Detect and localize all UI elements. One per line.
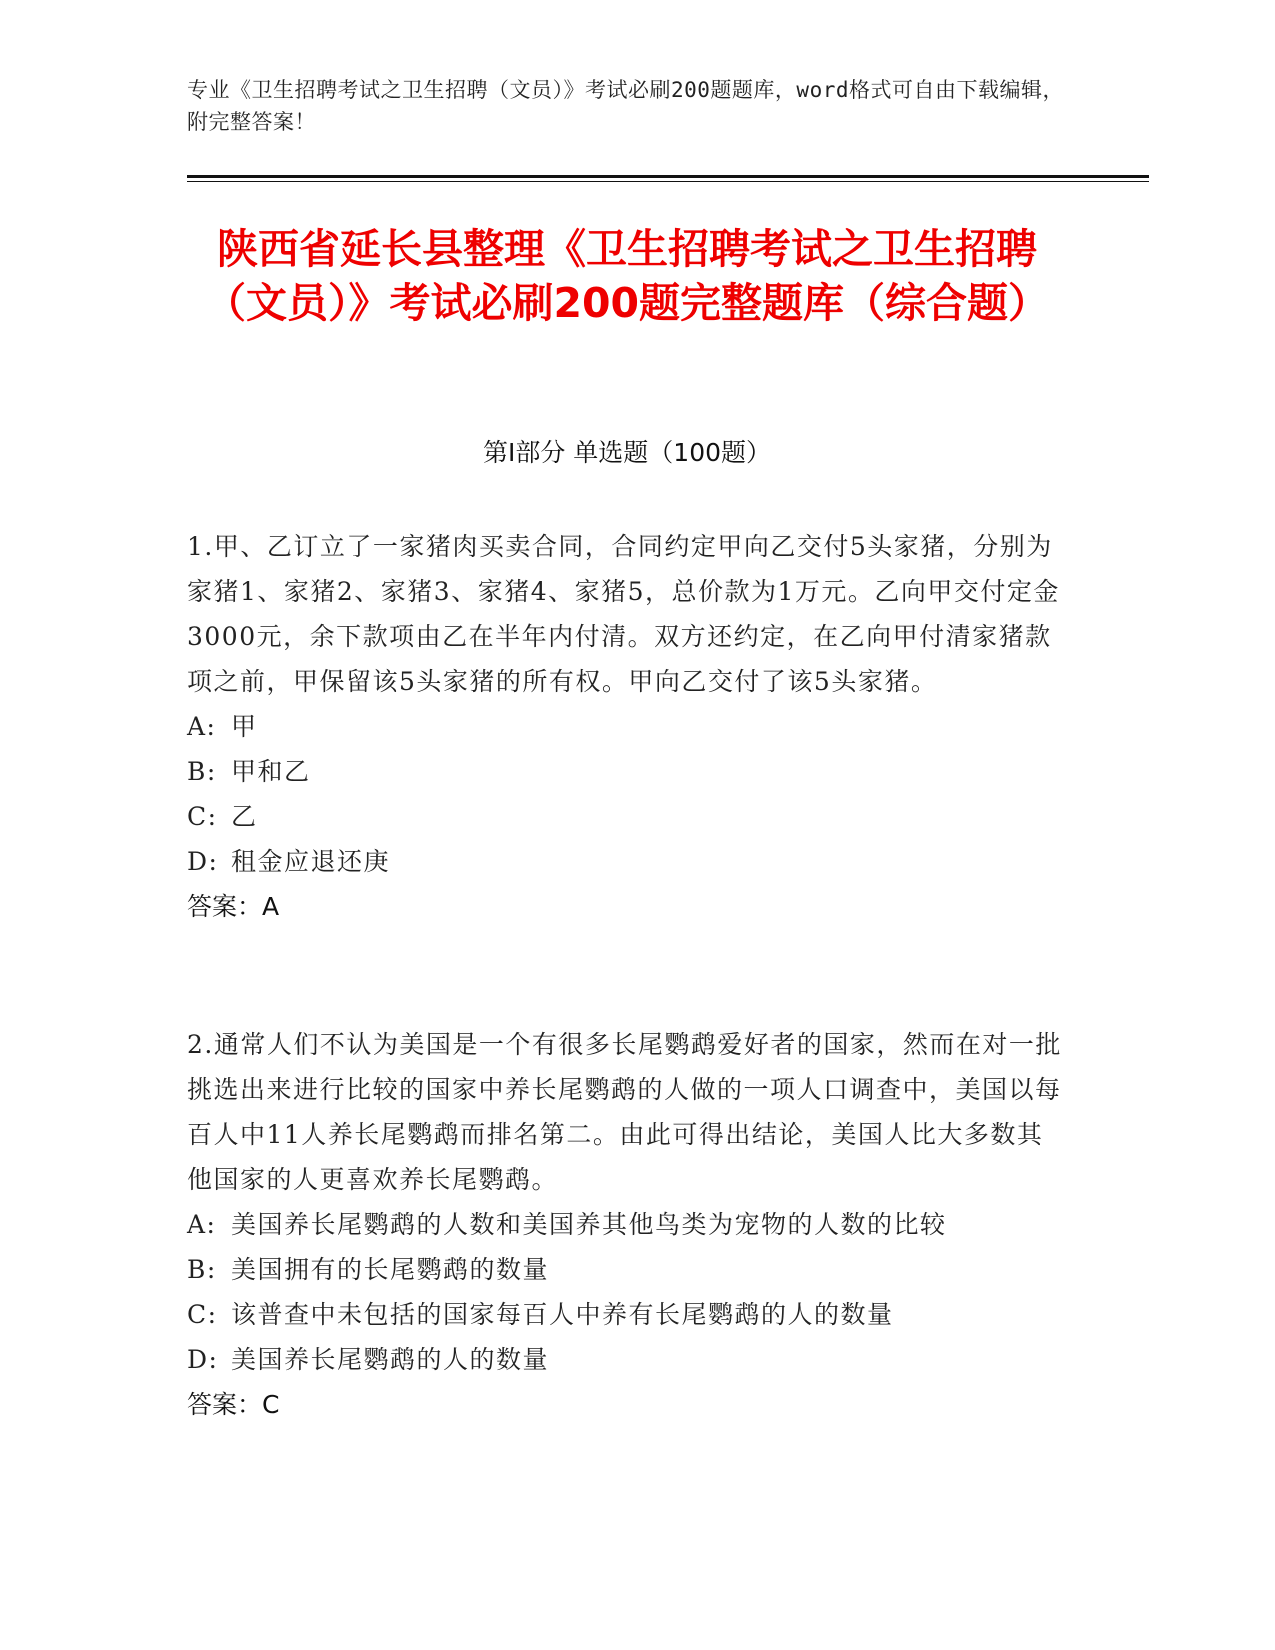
option-letter: D:	[187, 847, 219, 876]
option-b	[187, 1247, 1067, 1292]
option-letter: B:	[187, 1255, 217, 1284]
option-text: 美国拥有的长尾鹦鹉的数量	[231, 1255, 550, 1284]
header-rule-thick	[187, 175, 1149, 178]
question-stem: 2.通常人们不认为美国是一个有很多长尾鹦鹉爱好者的国家，然而在对一批挑选出来进行比较的国家中养长尾鹦鹉的人做的一项人口调查中，美国以每百人中11人养长尾鹦鹉而排名第二。由此可得出结论，美国人比大多数其他国家的人更喜欢养长尾鹦鹉。	[187, 1030, 1062, 1194]
option-letter: A:	[187, 712, 217, 741]
option-b	[187, 749, 1067, 794]
option-letter: D:	[187, 1345, 219, 1374]
question-1	[187, 524, 1067, 929]
option-letter: B:	[187, 757, 217, 786]
header-rule-thin	[187, 181, 1149, 182]
header-note: 专业《卫生招聘考试之卫生招聘（文员）》考试必刷200题题库，word格式可自由下载编辑，附完整答案！	[187, 78, 1064, 134]
option-text: 甲	[231, 712, 258, 741]
option-c	[187, 794, 1067, 839]
option-letter: C:	[187, 802, 218, 831]
option-text: 甲和乙	[231, 757, 311, 786]
option-c	[187, 1292, 1067, 1337]
option-letter: A:	[187, 1210, 217, 1239]
question-stem: 1.甲、乙订立了一家猪肉买卖合同，合同约定甲向乙交付5头家猪，分别为家猪1、家猪2、家猪3、家猪4、家猪5，总价款为1万元。乙向甲交付定金3000元，余下款项由乙在半年内付清。双方还约定，在乙向甲付清家猪款项之前，甲保留该5头家猪的所有权。甲向乙交付了该5头家猪。	[187, 532, 1060, 696]
section-heading: 第I部分 单选题（100题）	[482, 438, 772, 467]
answer-line: 答案：C	[187, 1390, 280, 1419]
option-d	[187, 839, 1067, 884]
option-d	[187, 1337, 1067, 1382]
answer-line: 答案：A	[187, 892, 280, 921]
document-title: 陕西省延长县整理《卫生招聘考试之卫生招聘（文员）》考试必刷200题完整题库（综合题）	[204, 225, 1050, 327]
option-text: 美国养长尾鹦鹉的人数和美国养其他鸟类为宠物的人数的比较	[231, 1210, 947, 1239]
option-text: 租金应退还庚	[231, 847, 391, 876]
option-letter: C:	[187, 1300, 218, 1329]
option-text: 美国养长尾鹦鹉的人的数量	[231, 1345, 550, 1374]
option-text: 乙	[231, 802, 258, 831]
option-a	[187, 704, 1067, 749]
question-2	[187, 1022, 1067, 1427]
option-a	[187, 1202, 1067, 1247]
option-text: 该普查中未包括的国家每百人中养有长尾鹦鹉的人的数量	[231, 1300, 894, 1329]
